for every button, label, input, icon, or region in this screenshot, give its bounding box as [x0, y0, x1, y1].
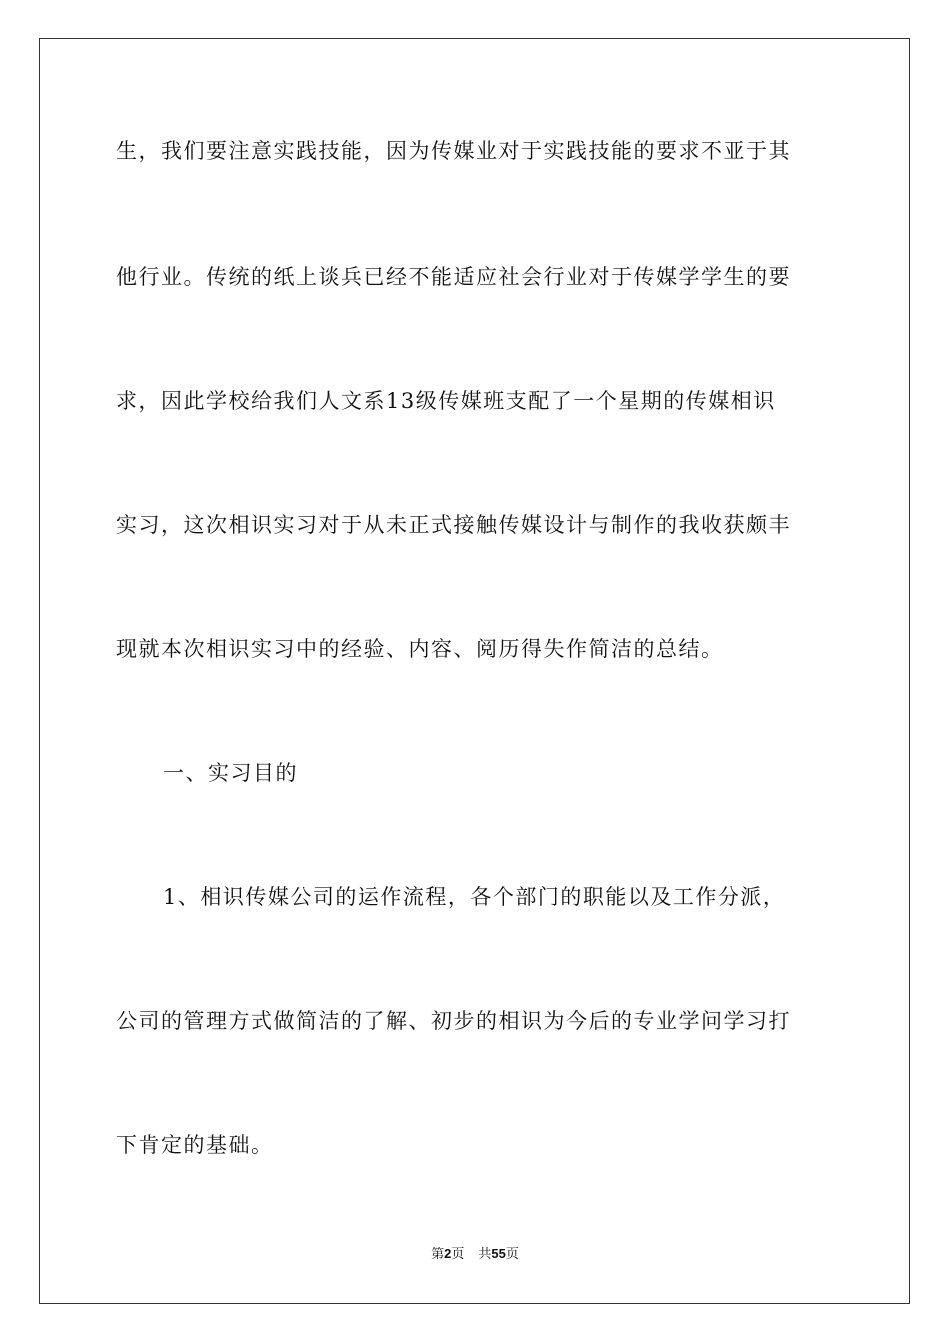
body-text-line-4: 实习，这次相识实习对于从未正式接触传媒设计与制作的我收获颇丰 [116, 513, 791, 537]
page-prefix: 第 [431, 1247, 445, 1262]
body-text-line-1: 生，我们要注意实践技能，因为传媒业对于实践技能的要求不亚于其 [116, 139, 791, 163]
page-number: 2 [444, 1246, 452, 1261]
page-border [39, 38, 910, 1304]
body-text-line-6: 1、相识传媒公司的运作流程，各个部门的职能以及工作分派， [163, 885, 786, 909]
total-pages: 55 [491, 1246, 506, 1261]
body-text-line-5: 现就本次相识实习中的经验、内容、阅历得失作简洁的总结。 [116, 637, 724, 661]
page-suffix: 页 [451, 1247, 465, 1262]
section-heading: 一、实习目的 [163, 761, 298, 785]
body-text-line-3: 求，因此学校给我们人文系13级传媒班支配了一个星期的传媒相识 [116, 389, 776, 413]
body-text-line-8: 下肯定的基础。 [116, 1133, 274, 1157]
total-prefix: 共 [478, 1247, 492, 1262]
total-suffix: 页 [505, 1247, 519, 1262]
body-text-line-2: 他行业。传统的纸上谈兵已经不能适应社会行业对于传媒学学生的要 [116, 265, 791, 289]
body-text-line-7: 公司的管理方式做简洁的了解、初步的相识为今后的专业学问学习打 [116, 1009, 791, 1033]
page-footer [0, 1245, 950, 1264]
